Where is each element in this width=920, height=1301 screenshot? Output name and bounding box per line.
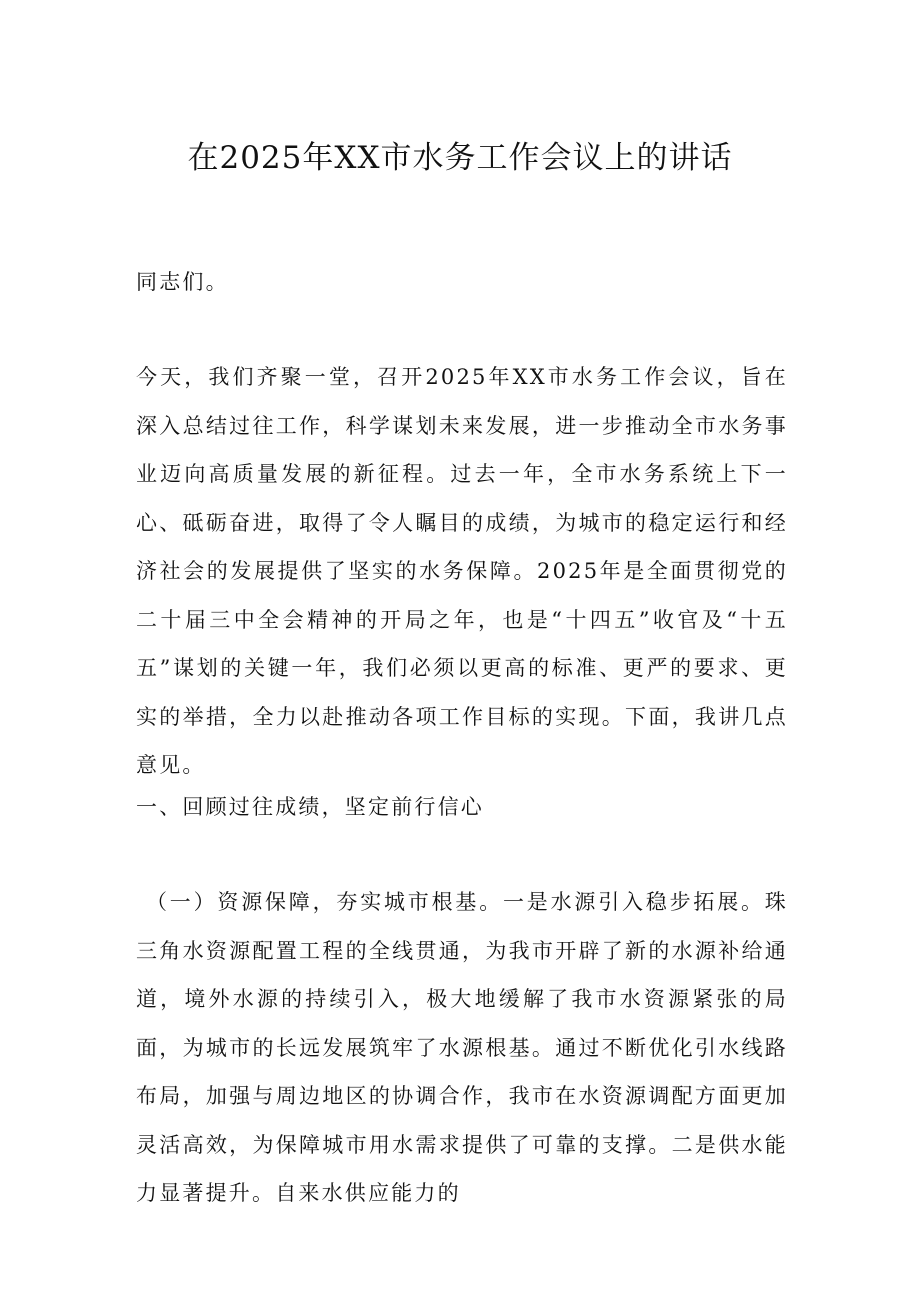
salutation: 同志们。	[136, 270, 229, 294]
body-paragraph-2: （一）资源保障，夯实城市根基。一是水源引入稳步拓展。珠三角水资源配置工程的全线贯通，为我市开辟了新的水源补给通道，境外水源的持续引入，极大地缓解了我市水资源紧张的局面，为城市的长远发展筑牢了水源根基。通过不断优化引水线路布局，加强与周边地区的协调合作，我市在水资源调配方面更加灵活高效，为保障城市用水需求提供了可靠的支撑。二是供水能力显著提升。自来水供应能力的	[136, 890, 788, 1205]
section-heading-1: 一、回顾过往成绩，坚定前行信心	[136, 795, 484, 819]
body-paragraph-1: 今天，我们齐聚一堂，召开2025年XX市水务工作会议，旨在深入总结过往工作，科学谋划未来发展，进一步推动全市水务事业迈向高质量发展的新征程。过去一年，全市水务系统上下一心、砥砺奋进，取得了令人瞩目的成绩，为城市的稳定运行和经济社会的发展提供了坚实的水务保障。2025年是全面贯彻党的二十届三中全会精神的开局之年，也是“十四五”收官及“十五五”谋划的关键一年，我们必须以更高的标准、更严的要求、更实的举措，全力以赴推动各项工作目标的实现。下面，我讲几点意见。	[136, 365, 788, 777]
document-title: 在2025年XX市水务工作会议上的讲话	[187, 140, 733, 176]
